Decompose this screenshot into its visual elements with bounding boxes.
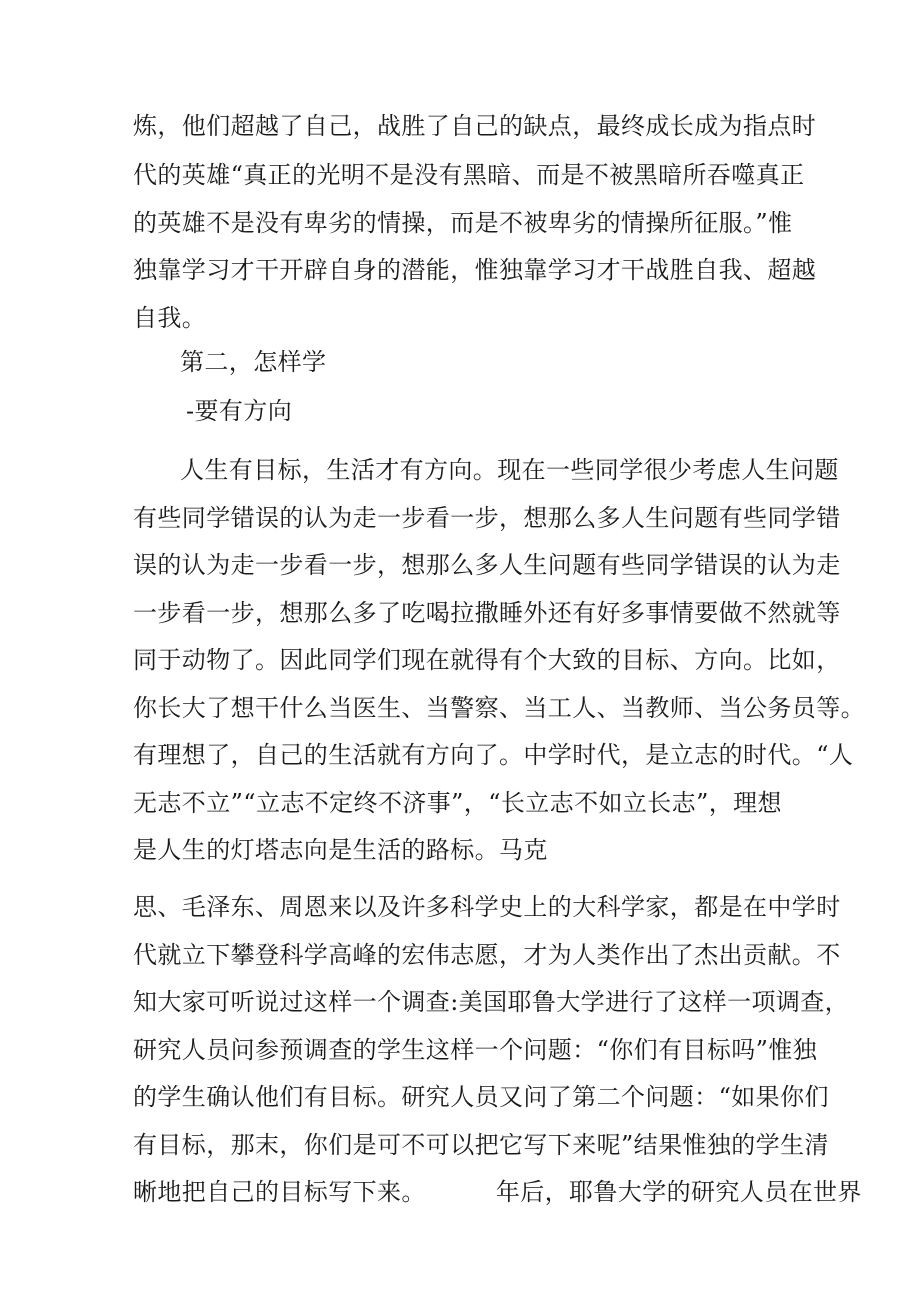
paragraph-line: 无志不立”“立志不定终不济事”，“长立志不如立长志”，理想: [133, 789, 782, 817]
paragraph-line: 你长大了想干什么当医生、当警察、当工人、当教师、当公务员等。: [133, 694, 865, 722]
paragraph-line: 是人生的灯塔志向是生活的路标。马克: [133, 836, 548, 864]
paragraph-line: 独靠学习才干开辟自身的潜能，惟独靠学习才干战胜自我、超越: [133, 256, 817, 284]
paragraph-line: [133, 1177, 862, 1207]
paragraph-line: 研究人员问参预调查的学生这样一个问题：“你们有目标吗”惟独: [133, 1036, 818, 1064]
paragraph-line-part: 晰地把自己的目标写下来。: [133, 1178, 426, 1206]
paragraph-line: 的学生确认他们有目标。研究人员又问了第二个问题：“如果你们: [133, 1083, 829, 1111]
paragraph-line: 自我。: [133, 304, 207, 332]
paragraph-line: 炼，他们超越了自己，战胜了自己的缺点，最终成长成为指点时: [133, 112, 817, 140]
paragraph-line: 同于动物了。因此同学们现在就得有个大致的目标、方向。比如，: [133, 646, 841, 674]
section-heading: 第二，怎样学: [180, 348, 327, 376]
paragraph-line: 思、毛泽东、周恩来以及许多科学史上的大科学家，都是在中学时: [133, 893, 841, 921]
paragraph-line: 有理想了，自己的生活就有方向了。中学时代，是立志的时代。“人: [133, 741, 854, 769]
paragraph-line: 知大家可听说过这样一个调查:美国耶鲁大学进行了这样一项调查，: [133, 988, 850, 1016]
paragraph-line-part: 年后，耶鲁大学的研究人员在世界: [495, 1178, 862, 1206]
paragraph-line: 有些同学错误的认为走一步看一步，想那么多人生问题有些同学错: [133, 504, 841, 532]
subsection-heading: -要有方向: [186, 397, 293, 425]
paragraph-line: 有目标，那末，你们是可不可以把它写下来呢”结果惟独的学生清: [133, 1131, 829, 1159]
paragraph-line: 代就立下攀登科学高峰的宏伟志愿，才为人类作出了杰出贡献。不: [133, 941, 841, 969]
paragraph-line: 误的认为走一步看一步，想那么多人生问题有些同学错误的认为走: [133, 551, 841, 579]
paragraph-line: 代的英雄“真正的光明不是没有黑暗、而是不被黑暗所吞噬真正: [133, 161, 805, 189]
paragraph-line: 的英雄不是没有卑劣的情操，而是不被卑劣的情操所征服。”惟: [133, 209, 793, 237]
paragraph-line: 人生有目标，生活才有方向。现在一些同学很少考虑人生问题: [180, 456, 839, 484]
paragraph-line: 一步看一步，想那么多了吃喝拉撒睡外还有好多事情要做不然就等: [133, 599, 841, 627]
